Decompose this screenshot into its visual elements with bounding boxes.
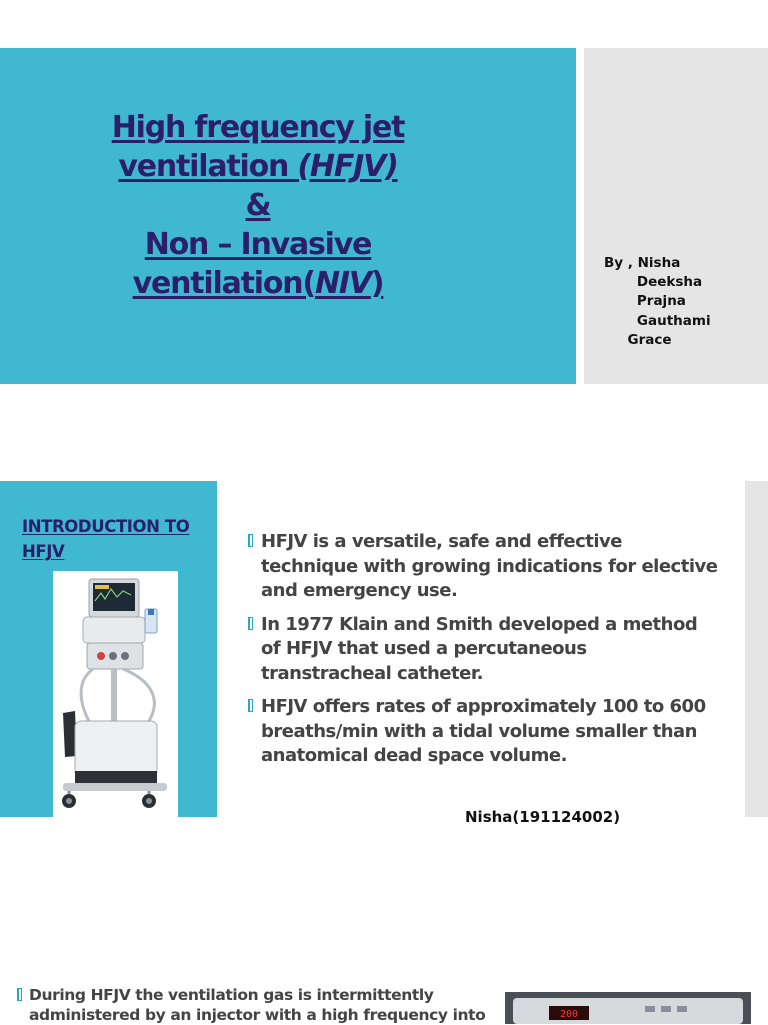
bullet-text-line: During HFJV the ventilation gas is intermittently (29, 986, 434, 1004)
title-line-4: Non – Invasive (144, 227, 372, 262)
title-line-5-text: ventilation( (132, 266, 315, 301)
device-display-value: 200 (559, 1009, 579, 1020)
hfjv-description (17, 985, 497, 1025)
bullet-text: HFJV offers rates of approximately 100 to 600 breaths/min with a tidal volume smaller than anatomical dead space volume. (261, 696, 706, 766)
list-item (248, 695, 718, 769)
bullet-icon (248, 617, 253, 630)
bullet-text-line: administered by an injector with a high frequency into (29, 1006, 486, 1024)
jet-ventilator-image (505, 992, 751, 1024)
presenter-credit: Nisha(191124002) (465, 808, 621, 826)
author-line: Grace (604, 331, 672, 348)
author-line: Prajna (604, 293, 686, 310)
title-niv-abbrev: NIV (314, 266, 371, 301)
title-hfjv-abbrev: (HFJV) (297, 149, 398, 184)
title-line-5 (96, 264, 420, 303)
jet-ventilator-illustration (505, 992, 751, 1024)
intro-slide-side-panel (745, 481, 768, 817)
slide-title (96, 108, 420, 303)
title-line-5-close: ) (370, 266, 384, 301)
bullet-icon (17, 988, 22, 1001)
ventilator-image (53, 571, 178, 817)
title-line-1: High frequency jet (111, 110, 405, 145)
bullet-icon (248, 534, 253, 547)
author-line: By , Nisha (604, 255, 681, 271)
author-list (604, 254, 764, 350)
title-line-2-text: ventilation (118, 149, 298, 184)
intro-bullet-list (248, 530, 718, 778)
bullet-icon (248, 699, 253, 712)
bullet-text: HFJV is a versatile, safe and effective technique with growing indications for elective and emergency use. (261, 531, 718, 601)
author-line: Deeksha (604, 274, 703, 291)
list-item (248, 613, 718, 687)
list-item (17, 985, 497, 1025)
bullet-text: In 1977 Klain and Smith developed a method of HFJV that used a percutaneous transtracheal catheter. (261, 613, 698, 684)
title-line-3: & (245, 188, 271, 223)
author-line: Gauthami (604, 312, 711, 329)
intro-heading: INTRODUCTION TO HFJV (22, 517, 190, 561)
list-item (248, 530, 718, 604)
title-line-2 (96, 147, 420, 186)
ventilator-illustration (53, 571, 178, 817)
